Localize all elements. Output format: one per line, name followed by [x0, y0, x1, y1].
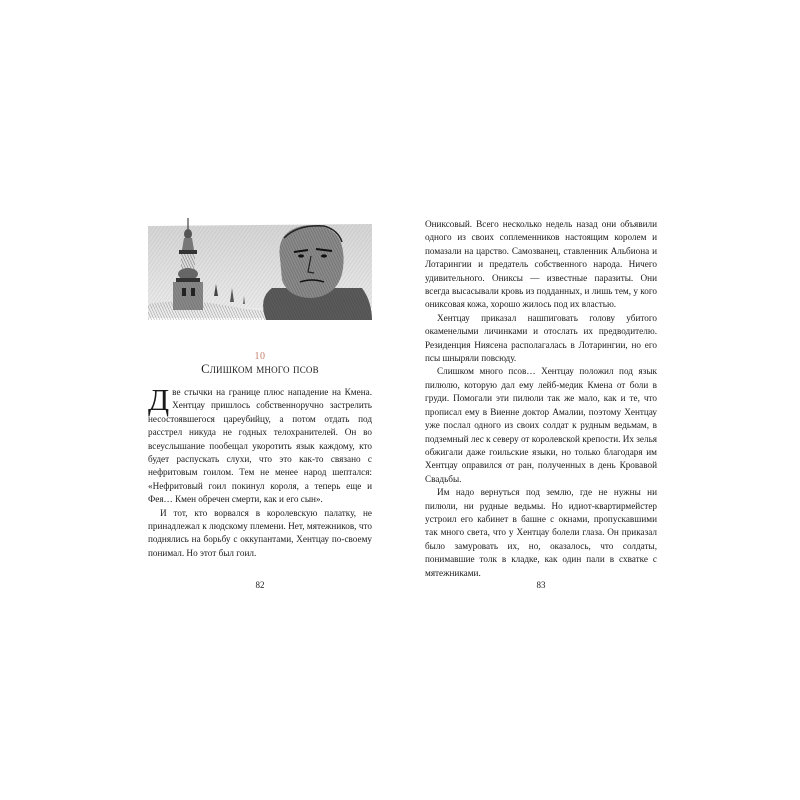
left-body-text: [148, 382, 372, 560]
chapter-illustration: [148, 218, 372, 320]
paragraph: Слишком много псов… Хентцау положил под язык пилюлю, которую дал ему лейб-медик Кмена от боли в груди. Помогали эти пилюли так же мало, как и те, что прописал ему в Виенне доктор Амалии, поэтому Хентцау уже послал одного из своих солдат к рудным ведьмам, в подземный лес к северу от королевской крепости. Их зелья обжигали даже гоильские языки, но только благодаря им Хентцау оправился от ран, полученных в день Кровавой Свадьбы.: [425, 366, 657, 484]
paragraph: Две стычки на границе плюс нападение на Кмена. Хентцау пришлось собственноручно застрелить несостоявшегося цареубийцу, а потом отдать под расстрел никуда не годных телохранителей. Он во всеуслышание пообещал укоротить язык каждому, кто будет распускать слухи, что это как-то связано с нефритовым гоилом. Тем не менее народ шептался: «Нефритовый гоил покинул короля, а теперь еще и Фея… Кмен обречен смерти, как и его сын».: [148, 382, 372, 505]
chapter-title: Слишком много псов: [201, 362, 319, 376]
page-number: 82: [255, 580, 265, 590]
paragraph: Хентцау приказал нашпиговать голову убитого окаменелыми личинками и отослать их предводителю. Резиденция Ниясена располагалась в Лотарингии, но его псы шныряли повсюду.: [425, 312, 657, 364]
paragraph: Им надо вернуться под землю, где не нужны ни пилюли, ни рудные ведьмы. Но идиот-квартирмейстер устроил его кабинет в башне с окнами, пропускавшими так много света, что у Хентцау болели глаза. Он приказал было замуровать их, но, оказалось, что солдаты, понимавшие толк в кладке, как один пали в схватке с мятежниками.: [425, 487, 657, 578]
chapter-number: 10: [254, 351, 266, 362]
left-page: [148, 218, 372, 598]
page-number: 83: [536, 580, 546, 590]
paragraph: Ониксовый. Всего несколько недель назад они объявили одного из своих соплеменников настоящим королем и помазали на царство. Самозванец, ставленник Альбиона и Лотарингии и предатель собственного народа. Ничего удивительного. Ониксы — известные паразиты. Они всегда высасывали кровь из подданных, и лишь тем, у кого ониксовая кожа, хорошо жилось под их властью.: [425, 219, 657, 310]
paragraph: И тот, кто ворвался в королевскую палатку, не принадлежал к людскому племени. Нет, мятежников, что поднялись на борьбу с оккупантами, Хентцау по-своему понимал. Но этот был гоил.: [148, 507, 372, 558]
right-page: [425, 218, 657, 598]
right-body-text: [425, 218, 657, 580]
